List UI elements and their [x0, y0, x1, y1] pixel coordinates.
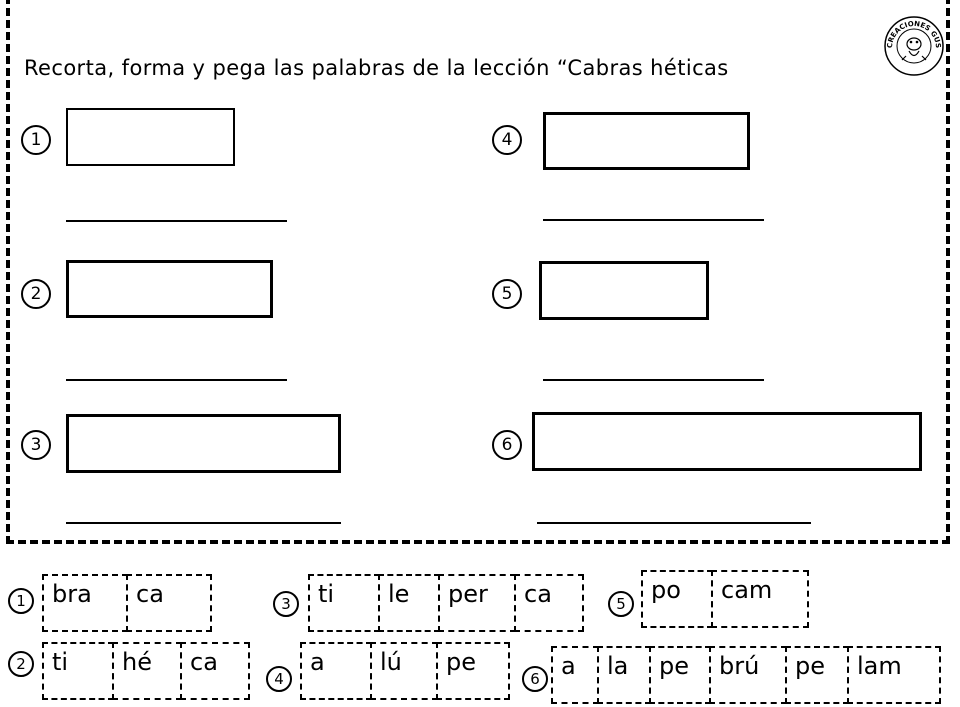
answer-number-5: 5: [492, 279, 522, 309]
syllable-piece[interactable]: pe: [649, 646, 711, 704]
paste-box-2[interactable]: [66, 260, 273, 318]
paste-box-5[interactable]: [539, 261, 709, 320]
syllable-piece[interactable]: ca: [514, 574, 584, 632]
writing-line-6[interactable]: [537, 522, 811, 524]
syllable-piece[interactable]: lam: [847, 646, 941, 704]
syllable-piece[interactable]: pe: [436, 642, 510, 700]
syllable-piece[interactable]: per: [438, 574, 516, 632]
strip-number-5: 5: [608, 591, 634, 617]
answer-number-2: 2: [21, 279, 51, 309]
logo-text-top: CREACIONES GUS: [885, 19, 943, 49]
syllable-piece[interactable]: bra: [42, 574, 128, 632]
answer-number-1: 1: [21, 125, 51, 155]
syllable-piece[interactable]: a: [300, 642, 372, 700]
syllable-piece[interactable]: le: [378, 574, 440, 632]
paste-box-1[interactable]: [66, 108, 235, 166]
strip-number-3: 3: [273, 591, 299, 617]
writing-line-4[interactable]: [543, 219, 764, 221]
syllable-strip-5: [641, 570, 809, 628]
syllable-piece[interactable]: ti: [308, 574, 380, 632]
syllable-piece[interactable]: ca: [126, 574, 212, 632]
answer-number-4: 4: [492, 125, 522, 155]
syllable-piece[interactable]: lú: [370, 642, 438, 700]
syllable-strip-2: [42, 642, 250, 700]
writing-line-1[interactable]: [66, 220, 287, 222]
writing-line-2[interactable]: [66, 379, 287, 381]
syllable-piece[interactable]: cam: [711, 570, 809, 628]
syllable-piece[interactable]: hé: [112, 642, 182, 700]
syllable-strip-1: [42, 574, 212, 632]
answer-number-6: 6: [492, 430, 522, 460]
writing-line-5[interactable]: [543, 379, 764, 381]
strip-number-2: 2: [8, 651, 34, 677]
strip-number-6: 6: [522, 666, 548, 692]
paste-box-3[interactable]: [66, 414, 341, 473]
syllable-piece[interactable]: pe: [785, 646, 849, 704]
syllable-piece[interactable]: ti: [42, 642, 114, 700]
answer-number-3: 3: [21, 430, 51, 460]
page-title: Recorta, forma y pega las palabras de la lección “Cabras héticas: [24, 56, 729, 80]
creaciones-gus-logo-icon: [882, 14, 946, 78]
syllable-strip-4: [300, 642, 510, 700]
syllable-strip-3: [308, 574, 584, 632]
strip-number-4: 4: [266, 666, 292, 692]
syllable-piece[interactable]: ca: [180, 642, 250, 700]
paste-box-4[interactable]: [543, 112, 750, 170]
syllable-piece[interactable]: a: [551, 646, 599, 704]
writing-line-3[interactable]: [66, 522, 341, 524]
syllable-piece[interactable]: po: [641, 570, 713, 628]
syllable-piece[interactable]: la: [597, 646, 651, 704]
syllable-strip-6: [551, 646, 941, 704]
strip-number-1: 1: [8, 588, 34, 614]
syllable-piece[interactable]: brú: [709, 646, 787, 704]
paste-box-6[interactable]: [532, 412, 922, 471]
